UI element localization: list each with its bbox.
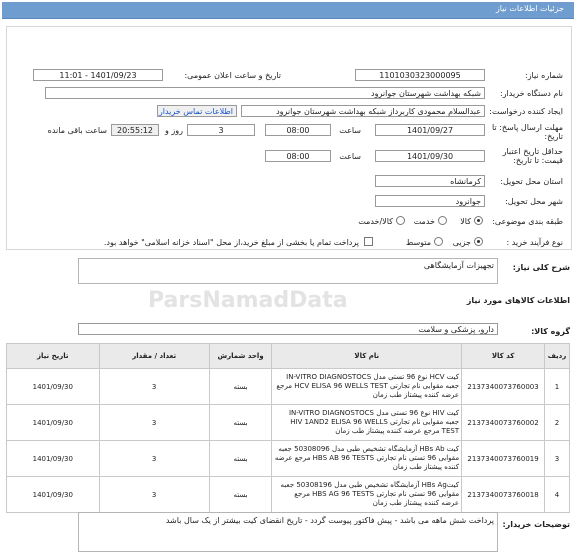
buyer-notes-field: پرداخت شش ماهه می باشد - پیش فاکتور پیوست گردد - تاریخ انقضای کیت بیشتر از یک سال باشد bbox=[78, 512, 498, 552]
announce-label: تاریخ و ساعت اعلان عمومی: bbox=[184, 71, 281, 80]
goods-info-title: اطلاعات کالاهای مورد نیاز bbox=[466, 296, 570, 305]
table-row bbox=[7, 441, 570, 477]
goods-qty: 3 bbox=[99, 477, 209, 513]
row-index: 2 bbox=[545, 405, 570, 441]
goods-name: کیت HBs Ab آزمایشگاه تشخیص طبی مدل 50308096 جعبه مقوایی 96 تستی نام تجارتی HBS AB 96 TESTS مرجع عرضه کننده پیشتاز طب زمان bbox=[272, 441, 462, 477]
goods-table-header bbox=[7, 344, 570, 369]
min-valid-label: حداقل تاریخ اعتبار قیمت: تا تاریخ: bbox=[502, 147, 563, 165]
page-title: جزئیات اطلاعات نیاز bbox=[495, 4, 564, 13]
col-code-header: کد کالا bbox=[462, 344, 545, 369]
col-date-header: تاریخ نیاز bbox=[7, 344, 100, 369]
goods-date: 1401/09/30 bbox=[7, 405, 100, 441]
goods-code: 2137340073760003 bbox=[462, 369, 545, 405]
col-qty-header: تعداد / مقدار bbox=[99, 344, 209, 369]
goods-unit: بسته bbox=[209, 477, 272, 513]
goods-unit: بسته bbox=[209, 369, 272, 405]
goods-table bbox=[6, 343, 570, 513]
goods-group-field: دارو، پزشکی و سلامت bbox=[78, 323, 498, 335]
row-index: 3 bbox=[545, 441, 570, 477]
city-label: شهر محل تحویل: bbox=[505, 197, 563, 206]
category-label: طبقه بندی موضوعی: bbox=[492, 217, 563, 226]
goods-code: 2137340073760018 bbox=[462, 477, 545, 513]
goods-date: 1401/09/30 bbox=[7, 477, 100, 513]
valid-time-label: ساعت bbox=[339, 152, 361, 161]
purchase-minor-radio[interactable] bbox=[474, 237, 483, 246]
need-details-panel bbox=[6, 26, 572, 250]
need-number-label: شماره نیاز: bbox=[525, 71, 563, 80]
table-row bbox=[7, 405, 570, 441]
col-unit-header: واحد شمارش bbox=[209, 344, 272, 369]
deadline-time-label: ساعت bbox=[339, 126, 361, 135]
goods-unit: بسته bbox=[209, 441, 272, 477]
buyer-contact-link[interactable]: اطلاعات تماس خریدار bbox=[157, 105, 237, 117]
deadline-date-field: 1401/09/27 bbox=[375, 124, 485, 136]
category-service-radio[interactable] bbox=[438, 216, 447, 225]
goods-group-label: گروه کالا: bbox=[531, 327, 570, 336]
requester-field: عبدالسلام محمودی کاربرداز شبکه بهداشت شهرستان جوانرود bbox=[241, 105, 485, 117]
header-bar bbox=[2, 2, 574, 19]
category-both-radio[interactable] bbox=[396, 216, 405, 225]
row-index: 4 bbox=[545, 477, 570, 513]
goods-name: کیت HCV نوع 96 تستی مدل IN-VITRO DIAGNOSTOCS جعبه مقوایی نام تجارتی HCV ELISA 96 WELLS TEST مرجع عرضه کننده پیشتاز طب زمان bbox=[272, 369, 462, 405]
need-summary-label: شرح کلی نیاز: bbox=[512, 263, 570, 272]
col-name-header: نام کالا bbox=[272, 344, 462, 369]
province-field: کرمانشاه bbox=[375, 175, 485, 187]
need-summary-field: تجهیزات آزمایشگاهی bbox=[78, 258, 498, 284]
goods-name: کیت HIV نوع 96 تستی مدل IN-VITRO DIAGNOSTOCS جعبه مقوایی نام تجارتی HIV 1AND2 ELISA 96 WELLS TEST مرجع عرضه کننده پیشتاز طب زمان bbox=[272, 405, 462, 441]
remaining-label: ساعت باقی مانده bbox=[47, 126, 107, 135]
purchase-medium-label: متوسط bbox=[405, 238, 431, 247]
treasury-note: پرداخت تمام یا بخشی از مبلغ خرید،از محل "اسناد خزانه اسلامی" خواهد بود. bbox=[103, 238, 359, 247]
purchase-medium-radio[interactable] bbox=[434, 237, 443, 246]
goods-date: 1401/09/30 bbox=[7, 441, 100, 477]
valid-date-field: 1401/09/30 bbox=[375, 150, 485, 162]
city-field: جوانرود bbox=[375, 195, 485, 207]
watermark-logo: ParsNamadData bbox=[148, 288, 348, 313]
days-label: روز و bbox=[165, 126, 183, 135]
row-index: 1 bbox=[545, 369, 570, 405]
deadline-time-field: 08:00 bbox=[265, 124, 331, 136]
goods-unit: بسته bbox=[209, 405, 272, 441]
buyer-notes-label: توضیحات خریدار: bbox=[502, 520, 570, 529]
category-service-label: خدمت bbox=[413, 217, 435, 226]
goods-qty: 3 bbox=[99, 441, 209, 477]
goods-name: کیتHBs Ag آزمایشگاه تشخیص طبی مدل 50308196 جعبه مقوایی 96 تستی نام تجارتی HBS AG 96 TESTS مرجع عرضه کننده پیشتاز طب زمان bbox=[272, 477, 462, 513]
table-row bbox=[7, 369, 570, 405]
goods-date: 1401/09/30 bbox=[7, 369, 100, 405]
buyer-org-field: شبکه بهداشت شهرستان جوانرود bbox=[45, 87, 485, 99]
announce-field: 1401/09/23 - 11:01 bbox=[33, 69, 163, 81]
goods-qty: 3 bbox=[99, 405, 209, 441]
category-goods-label: کالا bbox=[460, 217, 471, 226]
purchase-minor-label: جزیی bbox=[452, 238, 471, 247]
category-goods-radio[interactable] bbox=[474, 216, 483, 225]
requester-label: ایجاد کننده درخواست: bbox=[489, 107, 563, 116]
valid-time-field: 08:00 bbox=[265, 150, 331, 162]
province-label: استان محل تحویل: bbox=[500, 177, 563, 186]
purchase-type-label: نوع فرآیند خرید : bbox=[506, 238, 563, 247]
buyer-org-label: نام دستگاه خریدار: bbox=[500, 89, 563, 98]
remaining-time-field: 20:55:12 bbox=[111, 124, 159, 136]
goods-qty: 3 bbox=[99, 369, 209, 405]
days-field: 3 bbox=[187, 124, 255, 136]
table-row bbox=[7, 477, 570, 513]
deadline-label: مهلت ارسال پاسخ: تا تاریخ: bbox=[491, 123, 563, 141]
need-number-field: 1101030323000095 bbox=[355, 69, 485, 81]
category-both-label: کالا/خدمت bbox=[358, 217, 393, 226]
col-row-header: ردیف bbox=[545, 344, 570, 369]
treasury-checkbox[interactable] bbox=[364, 237, 373, 246]
goods-code: 2137340073760019 bbox=[462, 441, 545, 477]
goods-code: 2137340073760002 bbox=[462, 405, 545, 441]
